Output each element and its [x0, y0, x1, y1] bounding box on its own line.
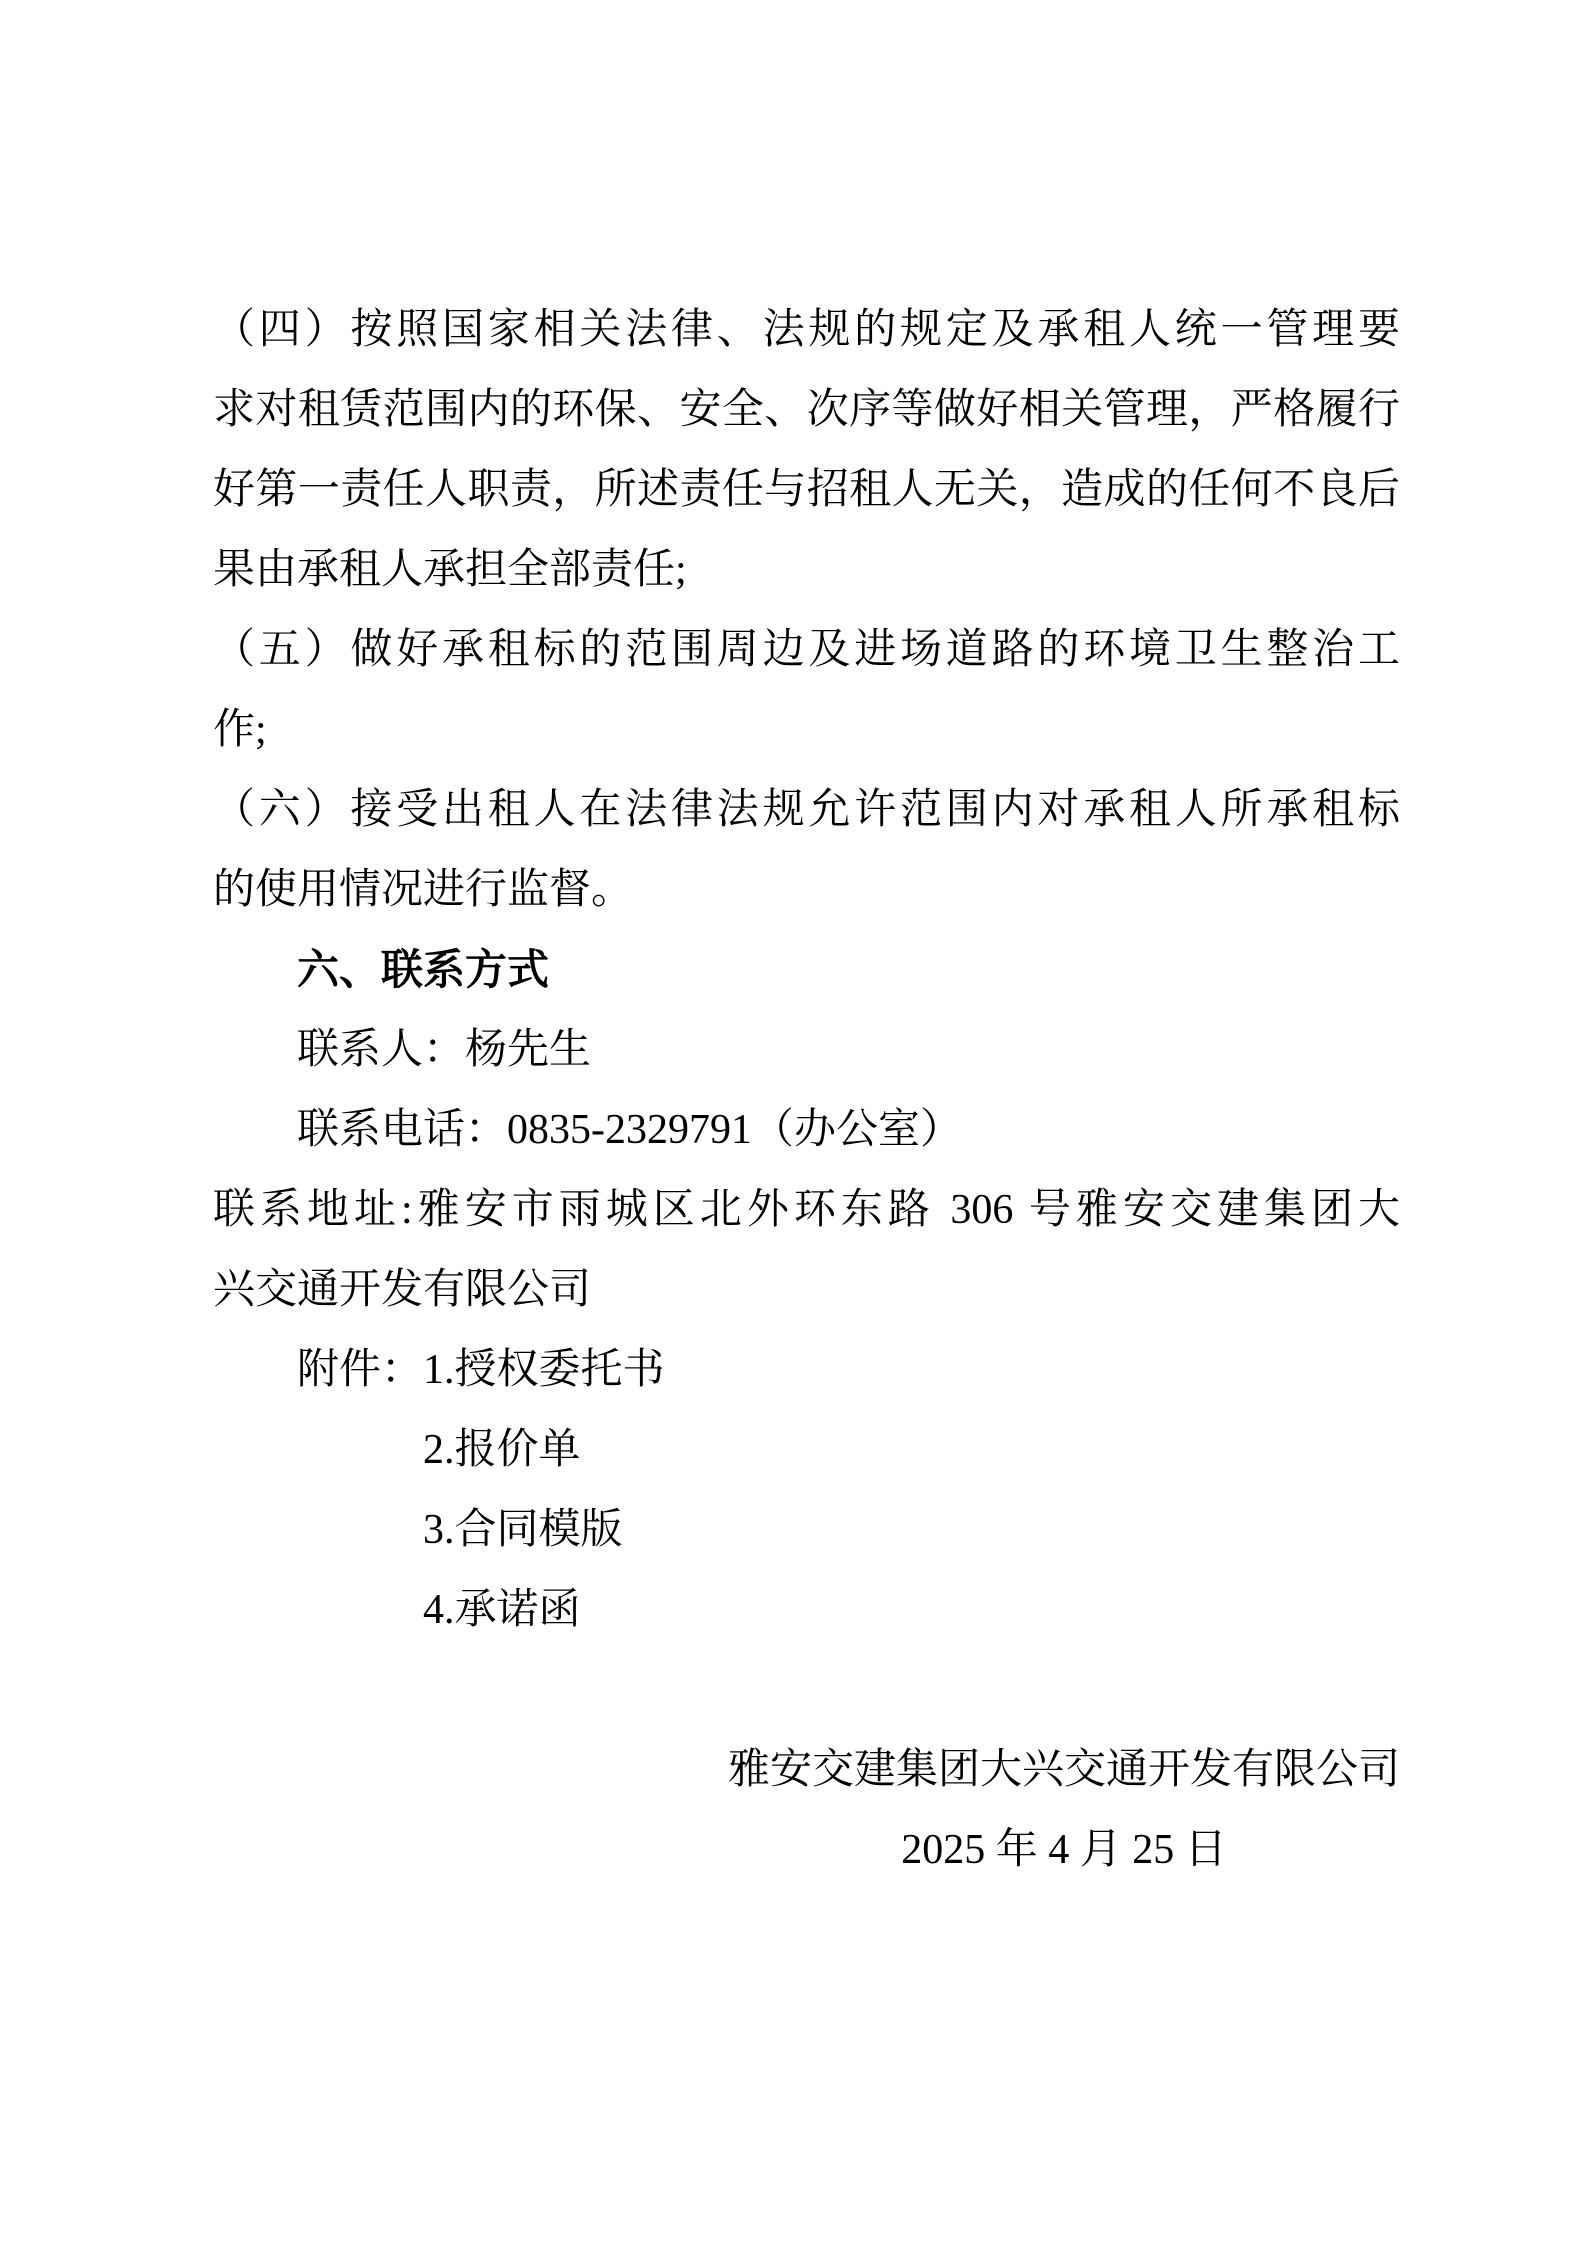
- paragraph-clause-4: [213, 290, 1400, 610]
- text-line: （五）做好承租标的范围周边及进场道路的环境卫生整治工: [213, 627, 1400, 673]
- text-line: 求对租赁范围内的环保、安全、次序等做好相关管理，严格履行: [213, 387, 1400, 433]
- attachment-item: 3.合同模版: [423, 1507, 623, 1553]
- contact-person-line: [213, 1010, 1400, 1090]
- text-line: 作;: [213, 707, 267, 753]
- attachments-label-line: [213, 1330, 1400, 1410]
- document-body: [213, 290, 1400, 1890]
- contact-address: [213, 1170, 1400, 1330]
- contact-phone-line: [213, 1090, 1400, 1170]
- paragraph-clause-6: [213, 770, 1400, 930]
- section-heading-contact: 六、联系方式: [297, 946, 550, 993]
- signature-company: 雅安交建集团大兴交通开发有限公司: [727, 1747, 1400, 1793]
- text-line: 果由承租人承担全部责任;: [213, 547, 687, 593]
- attachment-item: 2.报价单: [423, 1427, 581, 1473]
- signature-date: 2025 年 4 月 25 日: [901, 1827, 1227, 1873]
- attachments-list: [213, 1410, 1400, 1650]
- text-line: 好第一责任人职责，所述责任与招租人无关，造成的任何不良后: [213, 467, 1400, 513]
- text-line: 附件：1.授权委托书: [297, 1347, 665, 1393]
- attachment-item: 4.承诺函: [423, 1587, 581, 1633]
- signature-block: [728, 1730, 1400, 1890]
- text-line: （六）接受出租人在法律法规允许范围内对承租人所承租标: [213, 787, 1400, 833]
- text-line: 联系电话：0835-2329791（办公室）: [297, 1107, 962, 1153]
- paragraph-clause-5: [213, 610, 1400, 770]
- text-line: 兴交通开发有限公司: [213, 1267, 592, 1313]
- text-line: 联系地址:雅安市雨城区北外环东路 306 号雅安交建集团大: [213, 1187, 1400, 1233]
- text-line: 的使用情况进行监督。: [213, 867, 634, 913]
- text-line: （四）按照国家相关法律、法规的规定及承租人统一管理要: [213, 307, 1400, 353]
- text-line: 联系人：杨先生: [297, 1027, 592, 1073]
